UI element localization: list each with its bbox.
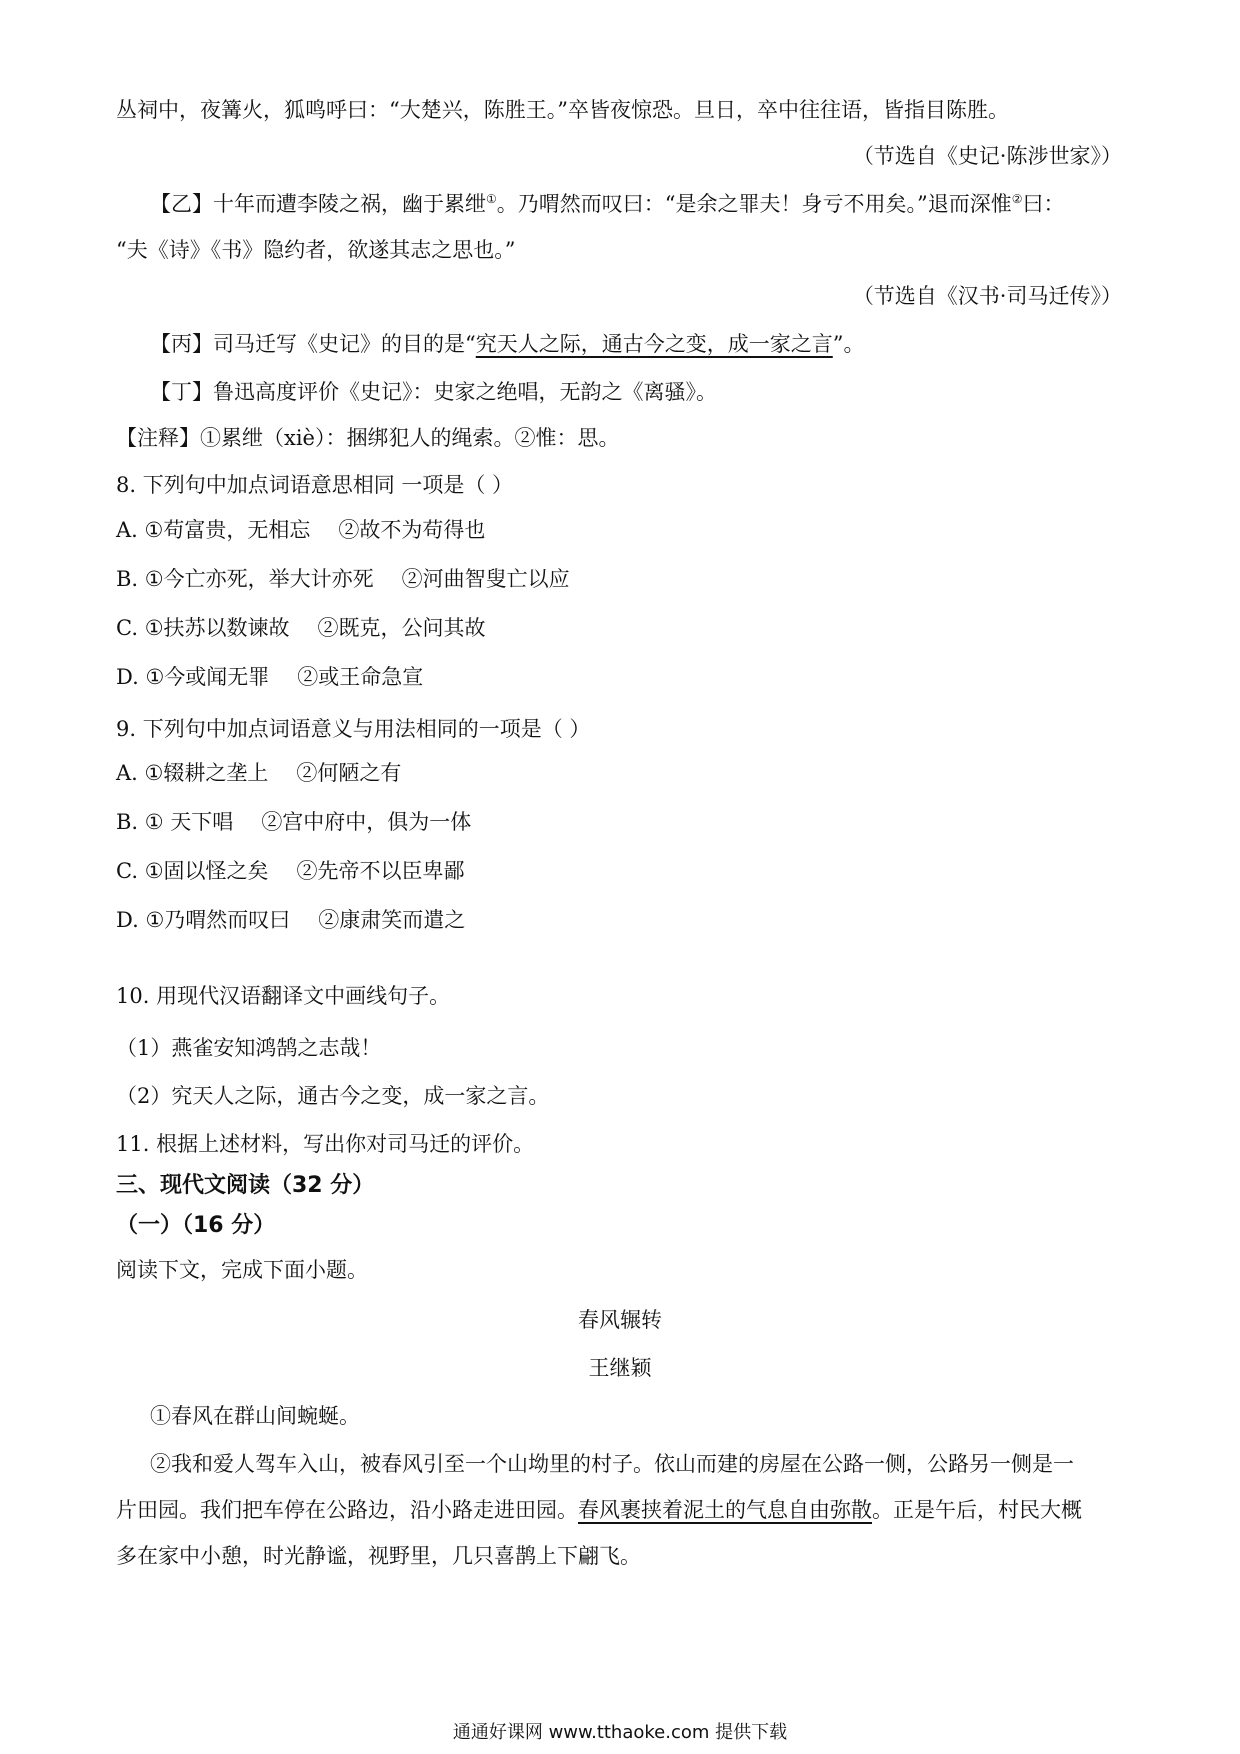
article-paragraph-2-line2 — [116, 1496, 1082, 1524]
question-8-stem: 8. 下列句中加点词语意思相同 一项是（ ） — [116, 473, 514, 497]
source-a: （节选自《史记·陈涉世家》） — [852, 144, 1122, 168]
article-paragraph-2-line3: 多在家中小憩，时光静谧，视野里，几只喜鹊上下翩飞。 — [116, 1544, 641, 1568]
annotation-notes: 【注释】①累绁（xiè）：捆绑犯人的绳索。②惟：思。 — [116, 426, 620, 450]
passage-b-line2: “夫《诗》《书》隐约者，欲遂其志之思也。” — [116, 238, 516, 262]
page-footer: 通通好课网 www.tthaoke.com 提供下载 — [452, 1722, 788, 1743]
article-paragraph-2-line1: ②我和爱人驾车入山，被春风引至一个山坳里的村子。依山而建的房屋在公路一侧，公路另一侧是一 — [150, 1452, 1074, 1476]
section-3-subtitle: （一）（16 分） — [116, 1213, 276, 1238]
option-label: B. — [116, 810, 139, 834]
reading-instruction: 阅读下文，完成下面小题。 — [116, 1258, 368, 1282]
option-part-2: ②先帝不以臣卑鄙 — [296, 859, 465, 883]
option-label: A. — [116, 518, 138, 542]
question-9-stem: 9. 下列句中加点词语意义与用法相同的一项是（ ） — [116, 717, 591, 741]
passage-b-line1 — [150, 190, 1065, 218]
article-author: 王继颖 — [588, 1356, 652, 1380]
option-part-1: ①苟富贵，无相忘 — [144, 518, 311, 542]
source-b: （节选自《汉书·司马迁传》） — [852, 284, 1122, 308]
passage-c-prefix: 【丙】司马迁写《史记》的目的是“ — [150, 332, 476, 356]
option-label: D. — [116, 908, 139, 932]
passage-c-underlined: 究天人之际，通古今之变，成一家之言 — [475, 332, 833, 356]
option-part-1: ①固以怪之矣 — [144, 859, 269, 883]
q8-option-d — [116, 663, 423, 691]
option-label: C. — [116, 616, 138, 640]
passage-b-part2: 。乃喟然而叹曰：“是余之罪夫！身亏不用矣。”退而深惟 — [496, 192, 1012, 216]
question-10-stem: 10. 用现代汉语翻译文中画线句子。 — [116, 984, 451, 1008]
q10-item-2: （2）究天人之际，通古今之变，成一家之言。 — [116, 1084, 550, 1108]
passage-b-part3: 曰： — [1022, 192, 1065, 216]
option-part-2: ②何陋之有 — [296, 761, 402, 785]
option-part-1: ① 天下唱 — [144, 810, 234, 834]
passage-c-suffix: ”。 — [832, 332, 865, 356]
passage-b-part1: 【乙】十年而遭李陵之祸，幽于累绁 — [150, 192, 486, 216]
option-part-2: ②或王命急宣 — [297, 665, 424, 689]
q9-option-d — [116, 906, 465, 934]
option-part-1: ①今亡亦死，举大计亦死 — [144, 567, 374, 591]
option-part-1: ①扶苏以数谏故 — [144, 616, 290, 640]
footnote-marker-2: ② — [1011, 192, 1023, 206]
passage-c — [150, 330, 865, 358]
q8-option-a — [116, 516, 485, 544]
text-segment: 。正是午后，村民大概 — [872, 1498, 1082, 1522]
option-part-2: ②河曲智叟亡以应 — [401, 567, 570, 591]
article-paragraph-1: ①春风在群山间蜿蜒。 — [150, 1404, 360, 1428]
q10-item-1: （1）燕雀安知鸿鹄之志哉！ — [116, 1036, 382, 1060]
option-part-1: ①乃喟然而叹曰 — [145, 908, 291, 932]
text-segment: 片田园。我们把车停在公路边，沿小路走进田园。 — [116, 1498, 578, 1522]
option-part-1: ①辍耕之垄上 — [144, 761, 269, 785]
q9-option-b — [116, 808, 471, 836]
option-part-2: ②宫中府中，俱为一体 — [261, 810, 472, 834]
option-label: D. — [116, 665, 139, 689]
section-3-title: 三、现代文阅读（32 分） — [116, 1173, 375, 1198]
option-label: A. — [116, 761, 138, 785]
footnote-marker-1: ① — [486, 192, 497, 206]
option-part-2: ②故不为苟得也 — [338, 518, 486, 542]
option-label: C. — [116, 859, 138, 883]
option-label: B. — [116, 567, 139, 591]
q8-option-c — [116, 614, 486, 642]
article-title: 春风辗转 — [578, 1308, 662, 1332]
passage-a-ending: 丛祠中，夜篝火，狐鸣呼曰：“大楚兴，陈胜王。”卒皆夜惊恐。旦日，卒中往往语，皆指目陈胜。 — [116, 98, 1009, 122]
q9-option-c — [116, 857, 465, 885]
q8-option-b — [116, 565, 570, 593]
option-part-2: ②既克，公问其故 — [317, 616, 486, 640]
q9-option-a — [116, 759, 401, 787]
option-part-2: ②康肃笑而遣之 — [318, 908, 466, 932]
passage-d: 【丁】鲁迅高度评价《史记》：史家之绝唱，无韵之《离骚》。 — [150, 380, 717, 404]
underlined-sentence: 春风裹挟着泥土的气息自由弥散 — [578, 1498, 872, 1522]
option-part-1: ①今或闻无罪 — [145, 665, 270, 689]
question-11-stem: 11. 根据上述材料，写出你对司马迁的评价。 — [116, 1132, 535, 1156]
